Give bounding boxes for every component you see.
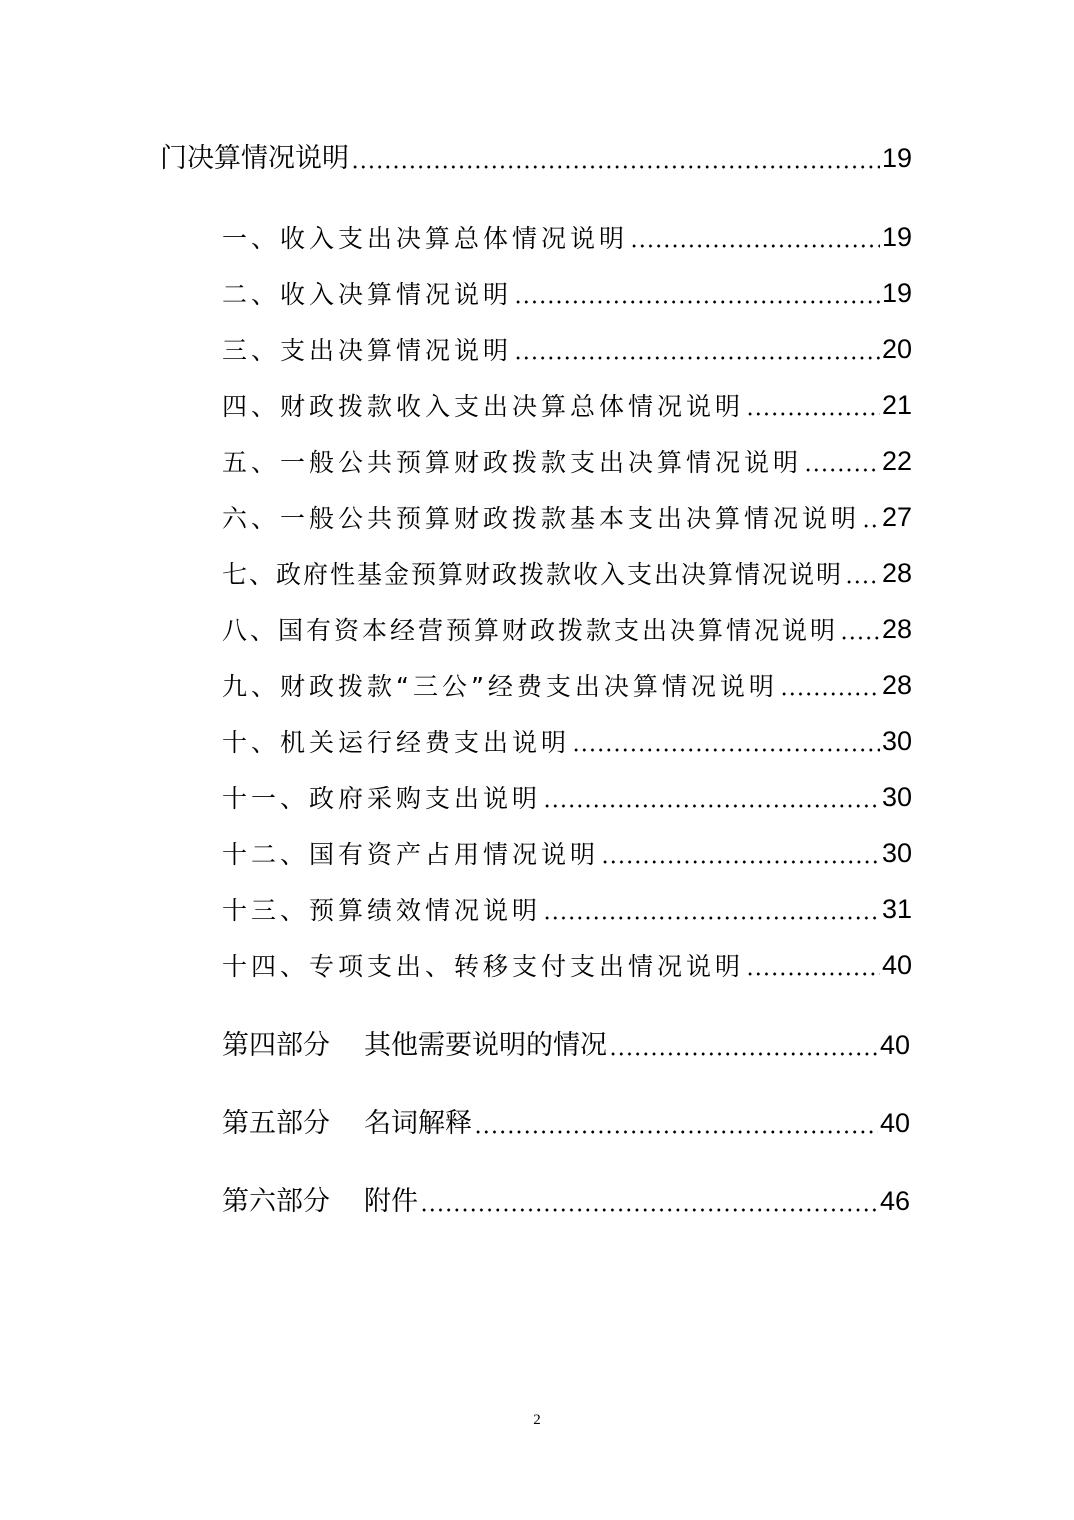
toc-entry-title: 四、财政拨款收入支出决算总体情况说明 [222, 392, 745, 421]
toc-entry-page: 31 [881, 894, 912, 924]
toc-part-entry[interactable] [222, 1188, 910, 1215]
toc-entry-title: 八、国有资本经营预算财政拨款支出决算情况说明 [222, 616, 839, 645]
toc-leader-dots [514, 300, 880, 304]
toc-entry-title: 一、收入支出决算总体情况说明 [222, 224, 629, 253]
toc-entry-title: 三、支出决算情况说明 [222, 336, 513, 365]
toc-leader-dots [514, 356, 880, 360]
toc-leader-dots [543, 916, 880, 920]
toc-entry-page: 28 [881, 558, 912, 588]
toc-entry-top[interactable] [160, 145, 912, 172]
toc-entry-page: 21 [881, 390, 912, 420]
toc-entry-page: 28 [881, 614, 912, 644]
toc-sub-entry[interactable] [222, 280, 912, 307]
toc-sub-entry[interactable] [222, 560, 912, 587]
toc-entry-page: 22 [881, 446, 912, 476]
toc-entry-title: 附件 [364, 1186, 418, 1217]
toc-sub-entry[interactable] [222, 448, 912, 475]
toc-entry-title: 六、一般公共预算财政拨款基本支出决算情况说明 [222, 504, 861, 533]
toc-part-label: 第六部分 [222, 1186, 330, 1217]
page-number: 2 [533, 1412, 541, 1428]
toc-entry-page: 30 [881, 726, 912, 756]
toc-part-label: 第五部分 [222, 1108, 330, 1139]
toc-entry-title: 九、财政拨款“三公”经费支出决算情况说明 [222, 672, 778, 701]
toc-part-label: 第四部分 [222, 1030, 330, 1061]
toc-part-entry[interactable] [222, 1032, 910, 1059]
toc-leader-dots [351, 165, 880, 169]
toc-entry-page: 30 [881, 838, 912, 868]
toc-leader-dots [572, 748, 880, 752]
toc-entry-title: 十二、国有资产占用情况说明 [222, 840, 600, 869]
toc-leader-dots [630, 244, 880, 248]
toc-entry-page: 19 [881, 143, 912, 173]
toc-leader-dots [420, 1208, 878, 1212]
toc-leader-dots [543, 804, 880, 808]
toc-entry-page: 19 [881, 278, 912, 308]
toc-entry-page: 40 [879, 1108, 910, 1138]
toc-entry-title: 门决算情况说明 [160, 143, 349, 174]
toc-entry-page: 20 [881, 334, 912, 364]
toc-sub-entry[interactable] [222, 784, 912, 811]
toc-leader-dots [609, 1052, 878, 1056]
toc-sub-entry[interactable] [222, 672, 912, 699]
toc-leader-dots [845, 580, 880, 584]
toc-entry-page: 27 [881, 502, 912, 532]
toc-entry-title: 其他需要说明的情况 [364, 1030, 607, 1061]
toc-entry-title: 五、一般公共预算财政拨款支出决算情况说明 [222, 448, 803, 477]
toc-leader-dots [840, 636, 880, 640]
toc-entry-page: 46 [879, 1186, 910, 1216]
toc-sub-entry[interactable] [222, 728, 912, 755]
toc-entry-title: 十四、专项支出、转移支付支出情况说明 [222, 952, 745, 981]
toc-leader-dots [862, 524, 880, 528]
toc-sub-entry[interactable] [222, 392, 912, 419]
toc-leader-dots [746, 972, 880, 976]
toc-leader-dots [746, 412, 880, 416]
toc-sub-entry[interactable] [222, 952, 912, 979]
toc-entry-title: 二、收入决算情况说明 [222, 280, 513, 309]
toc-leader-dots [601, 860, 880, 864]
toc-leader-dots [474, 1130, 878, 1134]
toc-entry-page: 40 [881, 950, 912, 980]
toc-sub-entry[interactable] [222, 840, 912, 867]
toc-entry-page: 28 [881, 670, 912, 700]
toc-entry-title: 十一、政府采购支出说明 [222, 784, 542, 813]
toc-entry-page: 30 [881, 782, 912, 812]
toc-entry-title: 十三、预算绩效情况说明 [222, 896, 542, 925]
toc-sub-entry[interactable] [222, 504, 912, 531]
toc-leader-dots [804, 468, 880, 472]
toc-sub-entry[interactable] [222, 224, 912, 251]
toc-sub-entry[interactable] [222, 616, 912, 643]
toc-entry-title: 名词解释 [364, 1108, 472, 1139]
toc-entry-page: 40 [879, 1030, 910, 1060]
toc-entry-page: 19 [881, 222, 912, 252]
toc-entry-title: 七、政府性基金预算财政拨款收入支出决算情况说明 [222, 560, 844, 589]
toc-leader-dots [780, 692, 880, 696]
toc-sub-entry[interactable] [222, 896, 912, 923]
toc-sub-entry[interactable] [222, 336, 912, 363]
toc-entry-title: 十、机关运行经费支出说明 [222, 728, 571, 757]
toc-part-entry[interactable] [222, 1110, 910, 1137]
